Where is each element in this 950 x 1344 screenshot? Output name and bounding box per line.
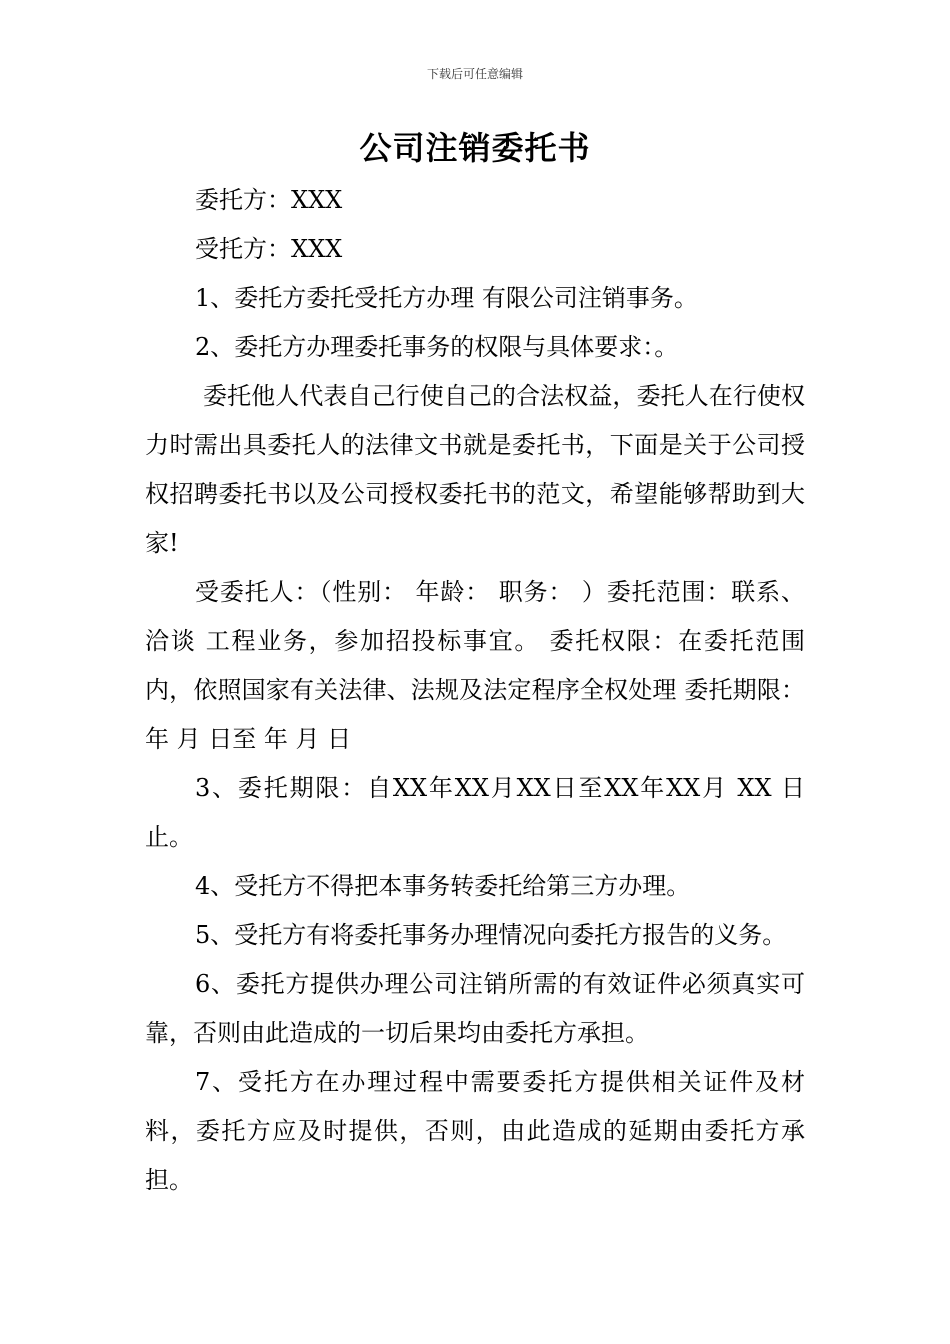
paragraph-item-5: 5、受托方有将委托事务办理情况向委托方报告的义务。: [195, 921, 787, 949]
paragraph-agent: 受托方：XXX: [195, 235, 343, 263]
paragraph-item-2: 2、委托方办理委托事务的权限与具体要求：。: [195, 333, 679, 361]
paragraph-item-3: 3、委托期限：自XX年XX月XX日至XX年XX月 XX 日止。: [145, 774, 805, 851]
paragraph-delegate: 受委托人：（性别： 年龄： 职务： ）委托范围：联系、洽谈 工程业务，参加招投标事宜。 委托权限：在委托范围内，依照国家有关法律、法规及法定程序全权处理 委托期限：年 月 日至 年 月 日: [145, 578, 805, 753]
paragraph-item-1: 1、委托方委托受托方办理 有限公司注销事务。: [195, 284, 698, 312]
paragraph-intro: 委托他人代表自己行使自己的合法权益，委托人在行使权力时需出具委托人的法律文书就是委托书，下面是关于公司授权招聘委托书以及公司授权委托书的范文，希望能够帮助到大家!: [145, 382, 805, 557]
document-title: 公司注销委托书: [359, 129, 591, 167]
header-note: 下载后可任意编辑: [426, 67, 523, 81]
paragraph-item-4: 4、受托方不得把本事务转委托给第三方办理。: [195, 872, 691, 900]
paragraph-item-6: 6、委托方提供办理公司注销所需的有效证件必须真实可靠，否则由此造成的一切后果均由委托方承担。: [145, 970, 805, 1047]
paragraph-principal: 委托方：XXX: [195, 186, 343, 214]
document-body: [145, 176, 805, 1205]
paragraph-item-7: 7、受托方在办理过程中需要委托方提供相关证件及材料，委托方应及时提供，否则，由此造成的延期由委托方承担。: [145, 1068, 805, 1194]
